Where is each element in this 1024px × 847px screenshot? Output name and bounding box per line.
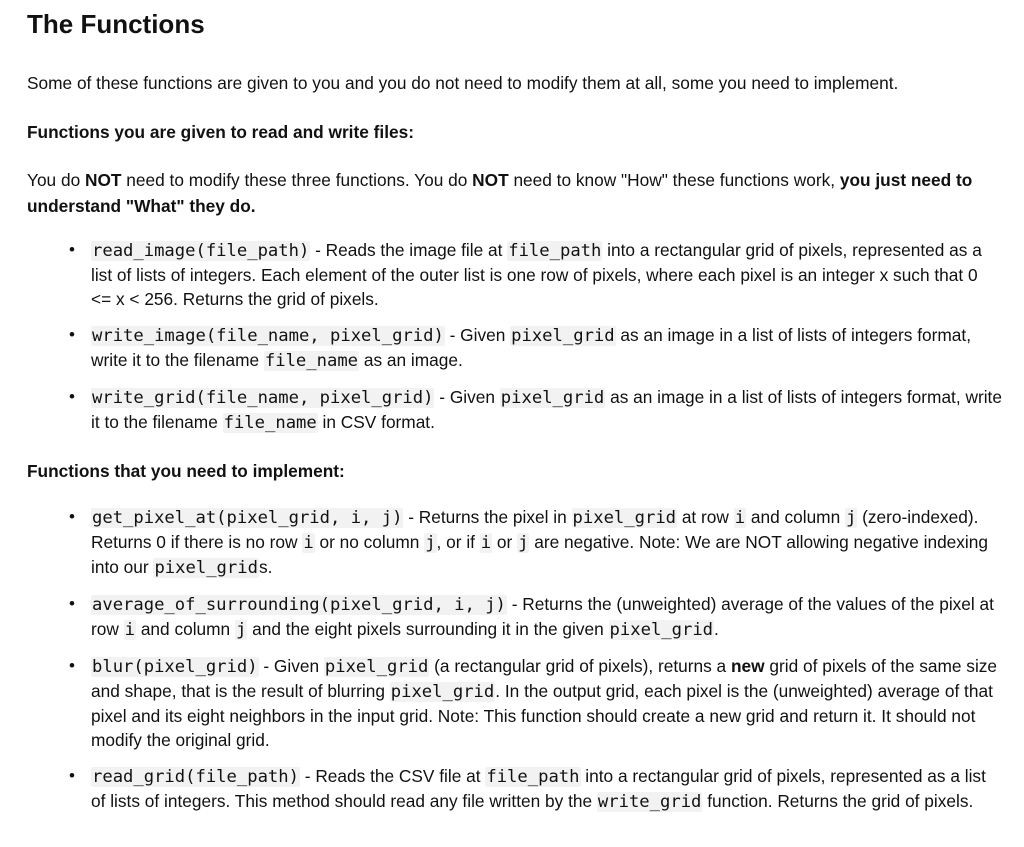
inline-code: j: [235, 620, 247, 640]
list-item-read-grid: • read_grid(file_path) - Reads the CSV file at file_path into a rectangular grid of pixels, represented as a list of lists of integers. This method should read any file written by the write_grid function. Returns the grid of pixels.: [69, 766, 986, 812]
inline-code: pixel_grid: [154, 558, 258, 578]
inline-code: pixel_grid: [511, 326, 615, 346]
inline-code: pixel_grid: [609, 620, 714, 640]
list-item-write-image: • write_image(file_name, pixel_grid) - Given pixel_grid as an image in a list of lists of integers format, write it to the filename file_name as an image.: [69, 325, 972, 371]
list-item-blur: • blur(pixel_grid) - Given pixel_grid (a rectangular grid of pixels), returns a new grid of pixels of the same size and shape, that is the result of blurring pixel_grid. In the output grid, each pixel is the (unweighted) average of that pixel and its eight neighbors in the input grid. Note: This function should create a new grid and return it. It should not modify the original grid.: [69, 656, 998, 750]
bullet-icon: •: [69, 766, 75, 785]
inline-code: i: [734, 508, 746, 528]
function-signature: read_grid(file_path): [92, 767, 299, 787]
inline-code: j: [846, 508, 857, 528]
emphasis-not: NOT: [472, 170, 509, 190]
inline-code: i: [124, 620, 136, 640]
function-signature: read_image(file_path): [92, 241, 310, 261]
inline-code: pixel_grid: [572, 508, 677, 528]
function-signature: write_grid(file_name, pixel_grid): [92, 388, 434, 408]
bullet-icon: •: [69, 325, 75, 344]
inline-code: j: [518, 533, 529, 553]
function-signature: blur(pixel_grid): [92, 657, 258, 677]
list-item-write-grid: • write_grid(file_name, pixel_grid) - Given pixel_grid as an image in a list of lists of integers format, write it to the filename file_name in CSV format.: [69, 387, 1002, 433]
bullet-icon: •: [69, 387, 75, 406]
bullet-icon: •: [69, 594, 75, 613]
inline-code: file_path: [486, 767, 580, 787]
function-signature: write_image(file_name, pixel_grid): [92, 326, 444, 346]
inline-code: i: [303, 533, 314, 553]
page-title: The Functions: [27, 9, 205, 39]
inline-code: file_name: [264, 351, 359, 371]
emphasis-not: NOT: [85, 170, 122, 190]
list-item-get-pixel-at: • get_pixel_at(pixel_grid, i, j) - Returns the pixel in pixel_grid at row i and column j (zero-indexed). Returns 0 if there is no row i or no column j, or if i or j are negative. Note: We are NOT allowing negative indexing into our pixel_grids.: [69, 507, 988, 578]
bullet-icon: •: [69, 656, 75, 675]
given-functions-list: [27, 238, 1002, 435]
bullet-icon: •: [69, 507, 75, 526]
list-item-average-of-surrounding: • average_of_surrounding(pixel_grid, i, j) - Returns the (unweighted) average of the values of the pixel at row i and column j and the eight pixels surrounding it in the given pixel_grid.: [69, 594, 994, 640]
inline-code: pixel_grid: [390, 682, 495, 702]
list-item-read-image: • read_image(file_path) - Reads the image file at file_path into a rectangular grid of pixels, represented as a list of lists of integers. Each element of the outer list is one row of pixels, where each pixel is an integer x such that 0 <= x < 256. Returns the grid of pixels.: [69, 240, 982, 309]
given-functions-heading: Functions you are given to read and write files:: [27, 122, 414, 142]
inline-code: j: [425, 533, 436, 553]
emphasis-new: new: [730, 656, 765, 676]
inline-code: file_path: [508, 241, 602, 261]
implement-functions-list: [27, 505, 1002, 814]
function-signature: get_pixel_at(pixel_grid, i, j): [92, 508, 403, 528]
inline-code: write_grid: [597, 792, 702, 812]
bullet-icon: •: [69, 240, 75, 259]
inline-code: pixel_grid: [500, 388, 605, 408]
inline-code: i: [480, 533, 492, 553]
intro-paragraph: Some of these functions are given to you and you do not need to modify them at all, some you need to implement.: [27, 73, 899, 93]
implement-functions-heading: Functions that you need to implement:: [27, 461, 345, 481]
inline-code: pixel_grid: [324, 657, 429, 677]
notice-paragraph: You do NOT need to modify these three functions. You do NOT need to know "How" these functions work, you just need to understand "What" they do.: [27, 170, 973, 216]
emphasis-what: you just need to understand "What" they do.: [27, 170, 973, 216]
function-signature: average_of_surrounding(pixel_grid, i, j): [92, 595, 506, 615]
inline-code: file_name: [223, 413, 317, 433]
